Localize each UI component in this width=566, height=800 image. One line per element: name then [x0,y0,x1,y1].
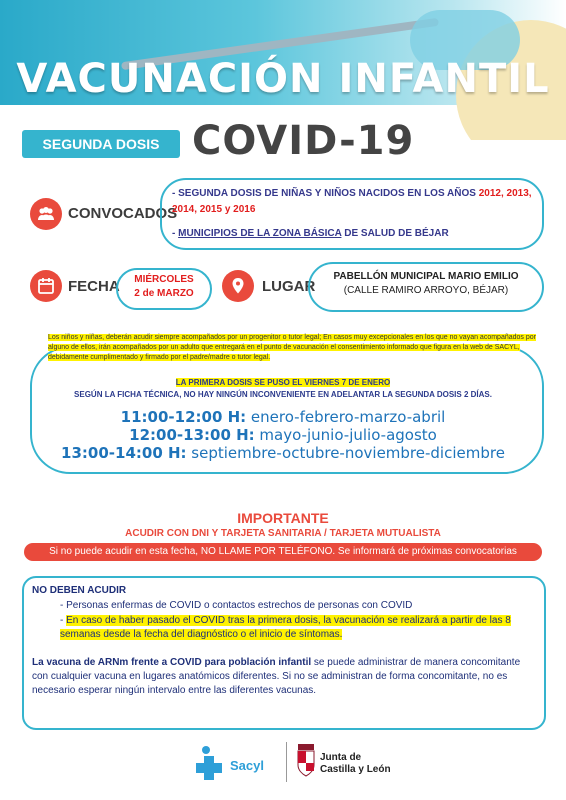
important-title: IMPORTANTE [237,510,329,526]
lugar-venue: PABELLÓN MUNICIPAL MARIO EMILIO [333,271,519,282]
exclusion-item-2-text: En caso de haber pasado el COVID tras la primera dosis, la vacunación se realizará a partir de las 8 semanas desde la fecha del diagnóstico o el inicio de síntomas. [60,615,511,640]
lugar-label: LUGAR [262,278,316,295]
important-docs: ACUDIR CON DNI Y TARJETA SANITARIA / TARJETA MUTUALISTA [125,528,441,539]
tech-note: SEGÚN LA FICHA TÉCNICA, NO HAY NINGÚN INCONVENIENTE EN ADELANTAR LA SEGUNDA DOSIS 2 DÍAS. [74,390,492,399]
exclusions-title: NO DEBEN ACUDIR [32,585,127,596]
schedule-slot-2 [0,426,566,444]
first-dose-note [0,378,566,387]
convocados-municipios [172,228,449,239]
footer-divider [286,742,287,782]
fecha-day: MIÉRCOLES [134,274,194,285]
arnm-note-bold: La vacuna de ARNm frente a COVID para población infantil [32,657,312,668]
fecha-date: 2 de MARZO [134,288,194,299]
junta-logo-text [320,752,391,776]
junta-line-1: Junta de [320,752,362,763]
consent-note [48,333,536,363]
schedule-slot-3 [0,444,566,462]
dash: - [172,228,179,239]
page-title: VACUNACIÓN INFANTIL [16,56,550,102]
convocados-label: CONVOCADOS [68,205,178,222]
junta-line-2: Castilla y León [320,764,391,775]
group-icon [30,198,62,230]
convocados-years-b: 2014, 2015 y 2016 [172,204,256,215]
arnm-note-rest: se puede administrar de manera concomitante con cualquier vacuna en lugares anatómicos diferentes. Si no se administran de forma concomitante, no es necesario esperar ningún intervalo entre las diferentes vacunas. [32,657,521,696]
convocados-years-a: 2012, 2013, [478,188,532,199]
slot-time: 13:00-14:00 H: [61,444,187,462]
arnm-note [32,656,532,698]
consent-note-text: Los niños y niñas, deberán acudir siempre acompañados por un progenitor o tutor legal; En casos muy excepcionales en los que no vayan acompañados por alguno de ellos, irán acompañados por un adulto que entregará en el punto de vacunación el consentimiento informado que figura en la web de SACYL, debidamente cumplimentado y firmado por el padre/madre o tutor legal. [48,334,536,361]
lugar-address: (CALLE RAMIRO ARROYO, BÉJAR) [343,285,509,296]
exclusion-item-2 [60,614,530,642]
slot-months: enero-febrero-marzo-abril [246,408,446,426]
slot-time: 12:00-13:00 H: [129,426,255,444]
dose-badge: SEGUNDA DOSIS [22,130,180,158]
schedule-slot-1 [0,408,566,426]
slot-months: septiembre-octubre-noviembre-diciembre [186,444,505,462]
fecha-label: FECHA [68,278,120,295]
first-dose-text: LA PRIMERA DOSIS SE PUSO EL VIERNES 7 DE ENERO [175,378,391,387]
phone-warning-banner: Si no puede acudir en esta fecha, NO LLAME POR TELÉFONO. Se informará de próximas convocatorias [24,543,542,561]
junta-shield-icon [296,742,316,778]
page-subtitle: COVID-19 [192,118,415,164]
convocados-line1: - SEGUNDA DOSIS DE NIÑAS Y NIÑOS NACIDOS EN LOS AÑOS [172,188,479,199]
slot-months: mayo-junio-julio-agosto [254,426,437,444]
exclusion-item-1: - Personas enfermas de COVID o contactos estrechos de personas con COVID [60,600,413,611]
convocados-text [172,186,532,218]
municipios-suffix: DE SALUD DE BÉJAR [341,228,449,239]
calendar-icon [30,270,62,302]
map-pin-icon [222,270,254,302]
lugar-value [308,270,544,298]
slot-time: 11:00-12:00 H: [120,408,247,426]
fecha-value [116,273,212,301]
municipios-link: MUNICIPIOS DE LA ZONA BÁSICA [178,228,342,239]
sacyl-logo-icon [192,742,232,782]
dash: - [60,615,67,626]
sacyl-logo-text: Sacyl [230,758,264,773]
